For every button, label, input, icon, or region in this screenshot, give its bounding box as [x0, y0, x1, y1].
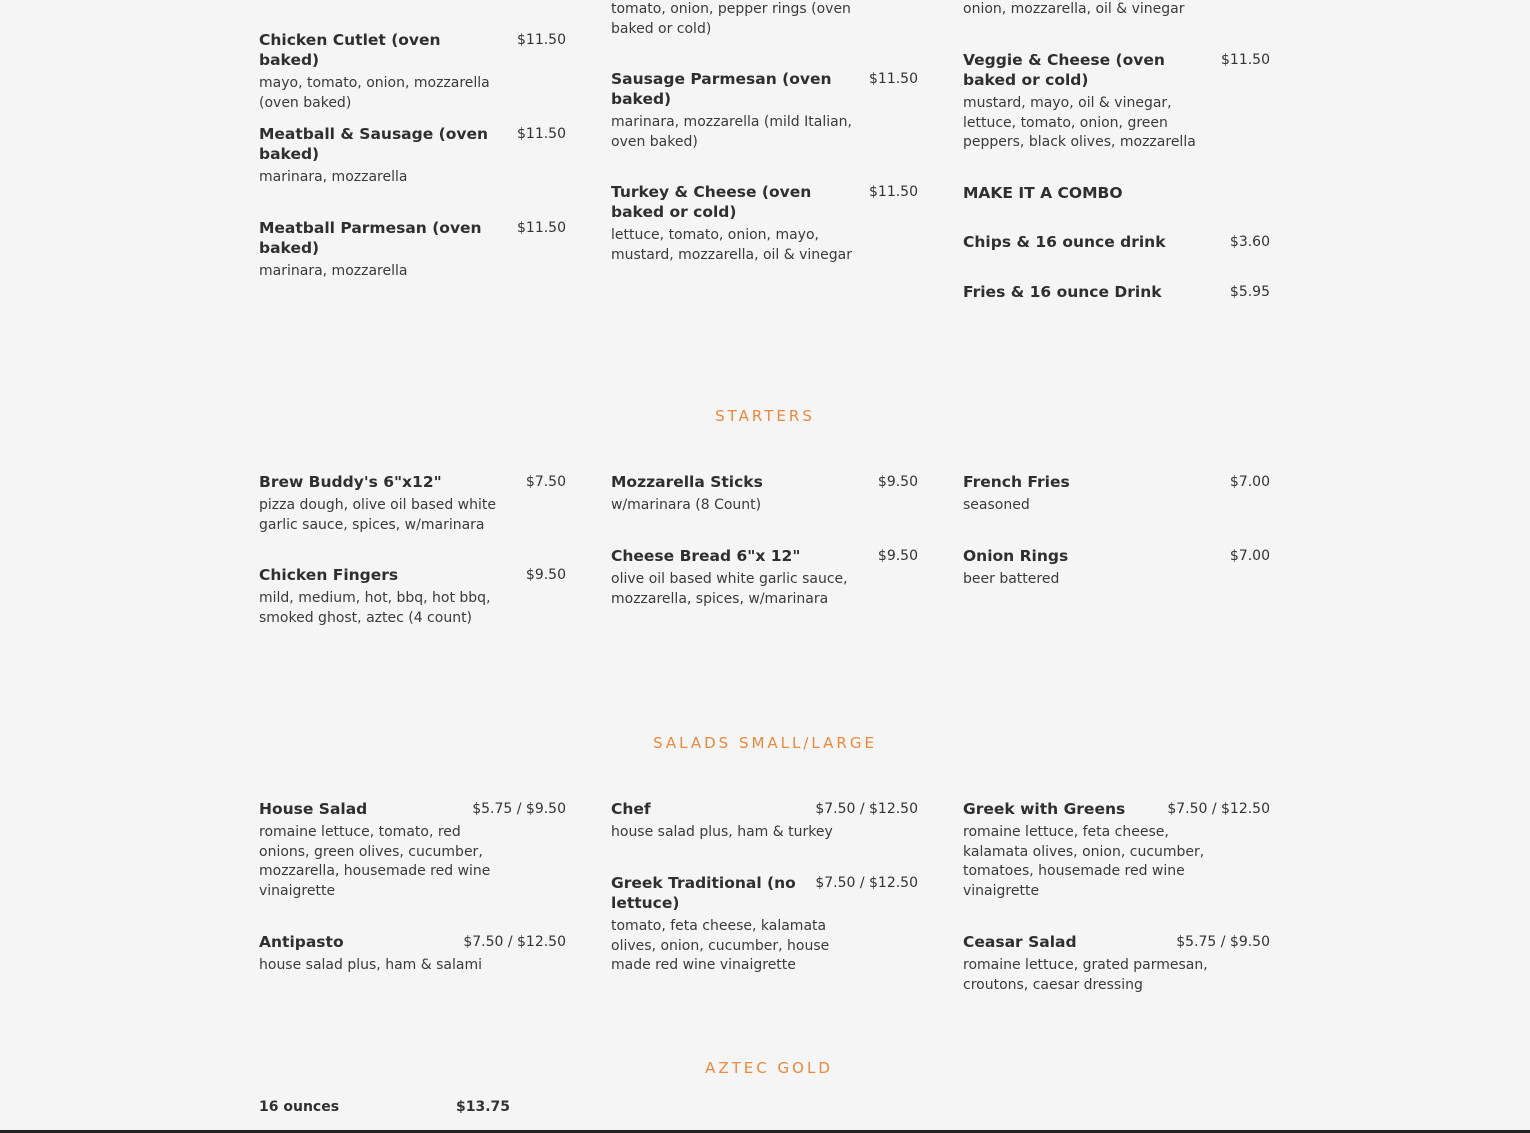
item-description: lettuce, tomato, onion, mayo, mustard, mozzarella, oil & vinegar — [611, 227, 853, 263]
menu-item — [611, 873, 918, 976]
item-name: Chicken Fingers — [259, 566, 399, 584]
item-name: Meatball Parmesan (oven baked) — [259, 219, 482, 257]
item-description: olive oil based white garlic sauce, mozzarella, spices, w/marinara — [611, 571, 848, 607]
item-price: $5.75 / $9.50 — [1176, 934, 1270, 950]
menu-item — [611, 799, 918, 843]
item-name: Chicken Cutlet (oven baked) — [259, 31, 441, 69]
item-name: Greek with Greens — [963, 800, 1126, 818]
item-name: House Salad — [259, 800, 368, 818]
item-name: Ceasar Salad — [963, 933, 1077, 951]
item-description: beer battered — [963, 571, 1060, 587]
item-description: onion, mozzarella, oil & vinegar — [963, 1, 1185, 17]
section-title-salads: SALADS SMALL/LARGE — [653, 734, 877, 752]
item-description: romaine lettuce, feta cheese, kalamata olives, onion, cucumber, tomatoes, housemade red wine vinaigrette — [963, 824, 1205, 899]
item-name: Chips & 16 ounce drink — [963, 233, 1166, 251]
item-price: $3.60 — [1229, 234, 1270, 250]
menu-item — [259, 1097, 510, 1117]
item-description: romaine lettuce, grated parmesan, croutons, caesar dressing — [963, 957, 1208, 993]
item-name: 16 ounces — [259, 1099, 340, 1115]
menu-item — [259, 799, 566, 901]
item-price: $9.50 — [877, 474, 918, 490]
continued-item-col3 — [963, 0, 1270, 20]
item-price: $7.00 — [1229, 474, 1270, 490]
item-price: $7.50 / $12.50 — [1167, 801, 1270, 817]
combo-heading — [963, 183, 1270, 203]
item-price: $11.50 — [869, 184, 918, 200]
menu-item — [963, 472, 1270, 516]
item-price: $11.50 — [517, 32, 566, 48]
item-name: Chef — [611, 800, 651, 818]
combo-heading-text: MAKE IT A COMBO — [963, 184, 1123, 202]
item-price: $7.50 — [525, 474, 566, 490]
item-price: $11.50 — [1221, 52, 1270, 68]
section-title-aztec-gold: AZTEC GOLD — [705, 1059, 833, 1077]
item-price: $7.50 / $12.50 — [815, 801, 918, 817]
item-price: $11.50 — [517, 126, 566, 142]
item-price: $11.50 — [517, 220, 566, 236]
menu-item — [963, 50, 1270, 153]
combo-item — [963, 232, 1270, 252]
item-description: house salad plus, ham & turkey — [611, 824, 833, 840]
item-description: mild, medium, hot, bbq, hot bbq, smoked ghost, aztec (4 count) — [259, 590, 491, 626]
item-name: Cheese Bread 6"x 12" — [611, 547, 801, 565]
section-title-starters: STARTERS — [715, 407, 815, 425]
menu-item — [259, 472, 566, 535]
item-description: mayo, tomato, onion, mozzarella (oven baked) — [259, 75, 490, 111]
item-description: tomato, feta cheese, kalamata olives, onion, cucumber, house made red wine vinaigrette — [611, 918, 830, 973]
continued-item-col2 — [611, 0, 918, 39]
item-name: Antipasto — [259, 933, 344, 951]
menu-item — [259, 932, 566, 976]
item-price: $5.95 — [1229, 284, 1270, 300]
item-name: Fries & 16 ounce Drink — [963, 283, 1162, 301]
item-description: house salad plus, ham & salami — [259, 957, 482, 973]
menu-item — [259, 565, 566, 628]
item-description: mustard, mayo, oil & vinegar, lettuce, tomato, onion, green peppers, black olives, mozzarella — [963, 95, 1196, 150]
item-price: $9.50 — [877, 548, 918, 564]
menu-item — [611, 182, 918, 265]
item-price: $7.00 — [1229, 548, 1270, 564]
item-description: marinara, mozzarella — [259, 263, 408, 279]
item-name: Turkey & Cheese (oven baked or cold) — [611, 183, 812, 221]
item-price: $7.50 / $12.50 — [463, 934, 566, 950]
menu-item — [611, 546, 918, 609]
item-description: romaine lettuce, tomato, red onions, green olives, cucumber, mozzarella, housemade red wine vinaigrette — [259, 824, 491, 899]
menu-item — [259, 218, 566, 282]
item-description: marinara, mozzarella — [259, 169, 408, 185]
menu-item — [611, 472, 918, 516]
item-name: Onion Rings — [963, 547, 1069, 565]
item-name: Meatball & Sausage (oven baked) — [259, 125, 489, 163]
item-price: $7.50 / $12.50 — [815, 875, 918, 891]
item-description: w/marinara (8 Count) — [611, 497, 762, 513]
menu-item — [963, 932, 1270, 995]
menu-item — [963, 799, 1270, 901]
item-name: Brew Buddy's 6"x12" — [259, 473, 442, 491]
item-description: seasoned — [963, 497, 1030, 513]
item-name: Greek Traditional (no lettuce) — [611, 874, 796, 912]
item-price: $13.75 — [455, 1099, 510, 1115]
item-description: tomato, onion, pepper rings (oven baked or cold) — [611, 1, 851, 37]
menu-item — [259, 30, 566, 113]
item-description: marinara, mozzarella (mild Italian, oven baked) — [611, 114, 852, 150]
item-name: Sausage Parmesan (oven baked) — [611, 70, 832, 108]
item-price: $11.50 — [869, 71, 918, 87]
menu-item — [963, 546, 1270, 590]
item-description: pizza dough, olive oil based white garlic sauce, spices, w/marinara — [259, 497, 497, 533]
combo-item — [963, 282, 1270, 302]
item-price: $9.50 — [525, 567, 566, 583]
menu-item — [259, 124, 566, 188]
item-name: French Fries — [963, 473, 1070, 491]
item-name: Mozzarella Sticks — [611, 473, 763, 491]
menu-item — [611, 69, 918, 152]
item-price: $5.75 / $9.50 — [472, 801, 566, 817]
item-name: Veggie & Cheese (oven baked or cold) — [963, 51, 1165, 89]
